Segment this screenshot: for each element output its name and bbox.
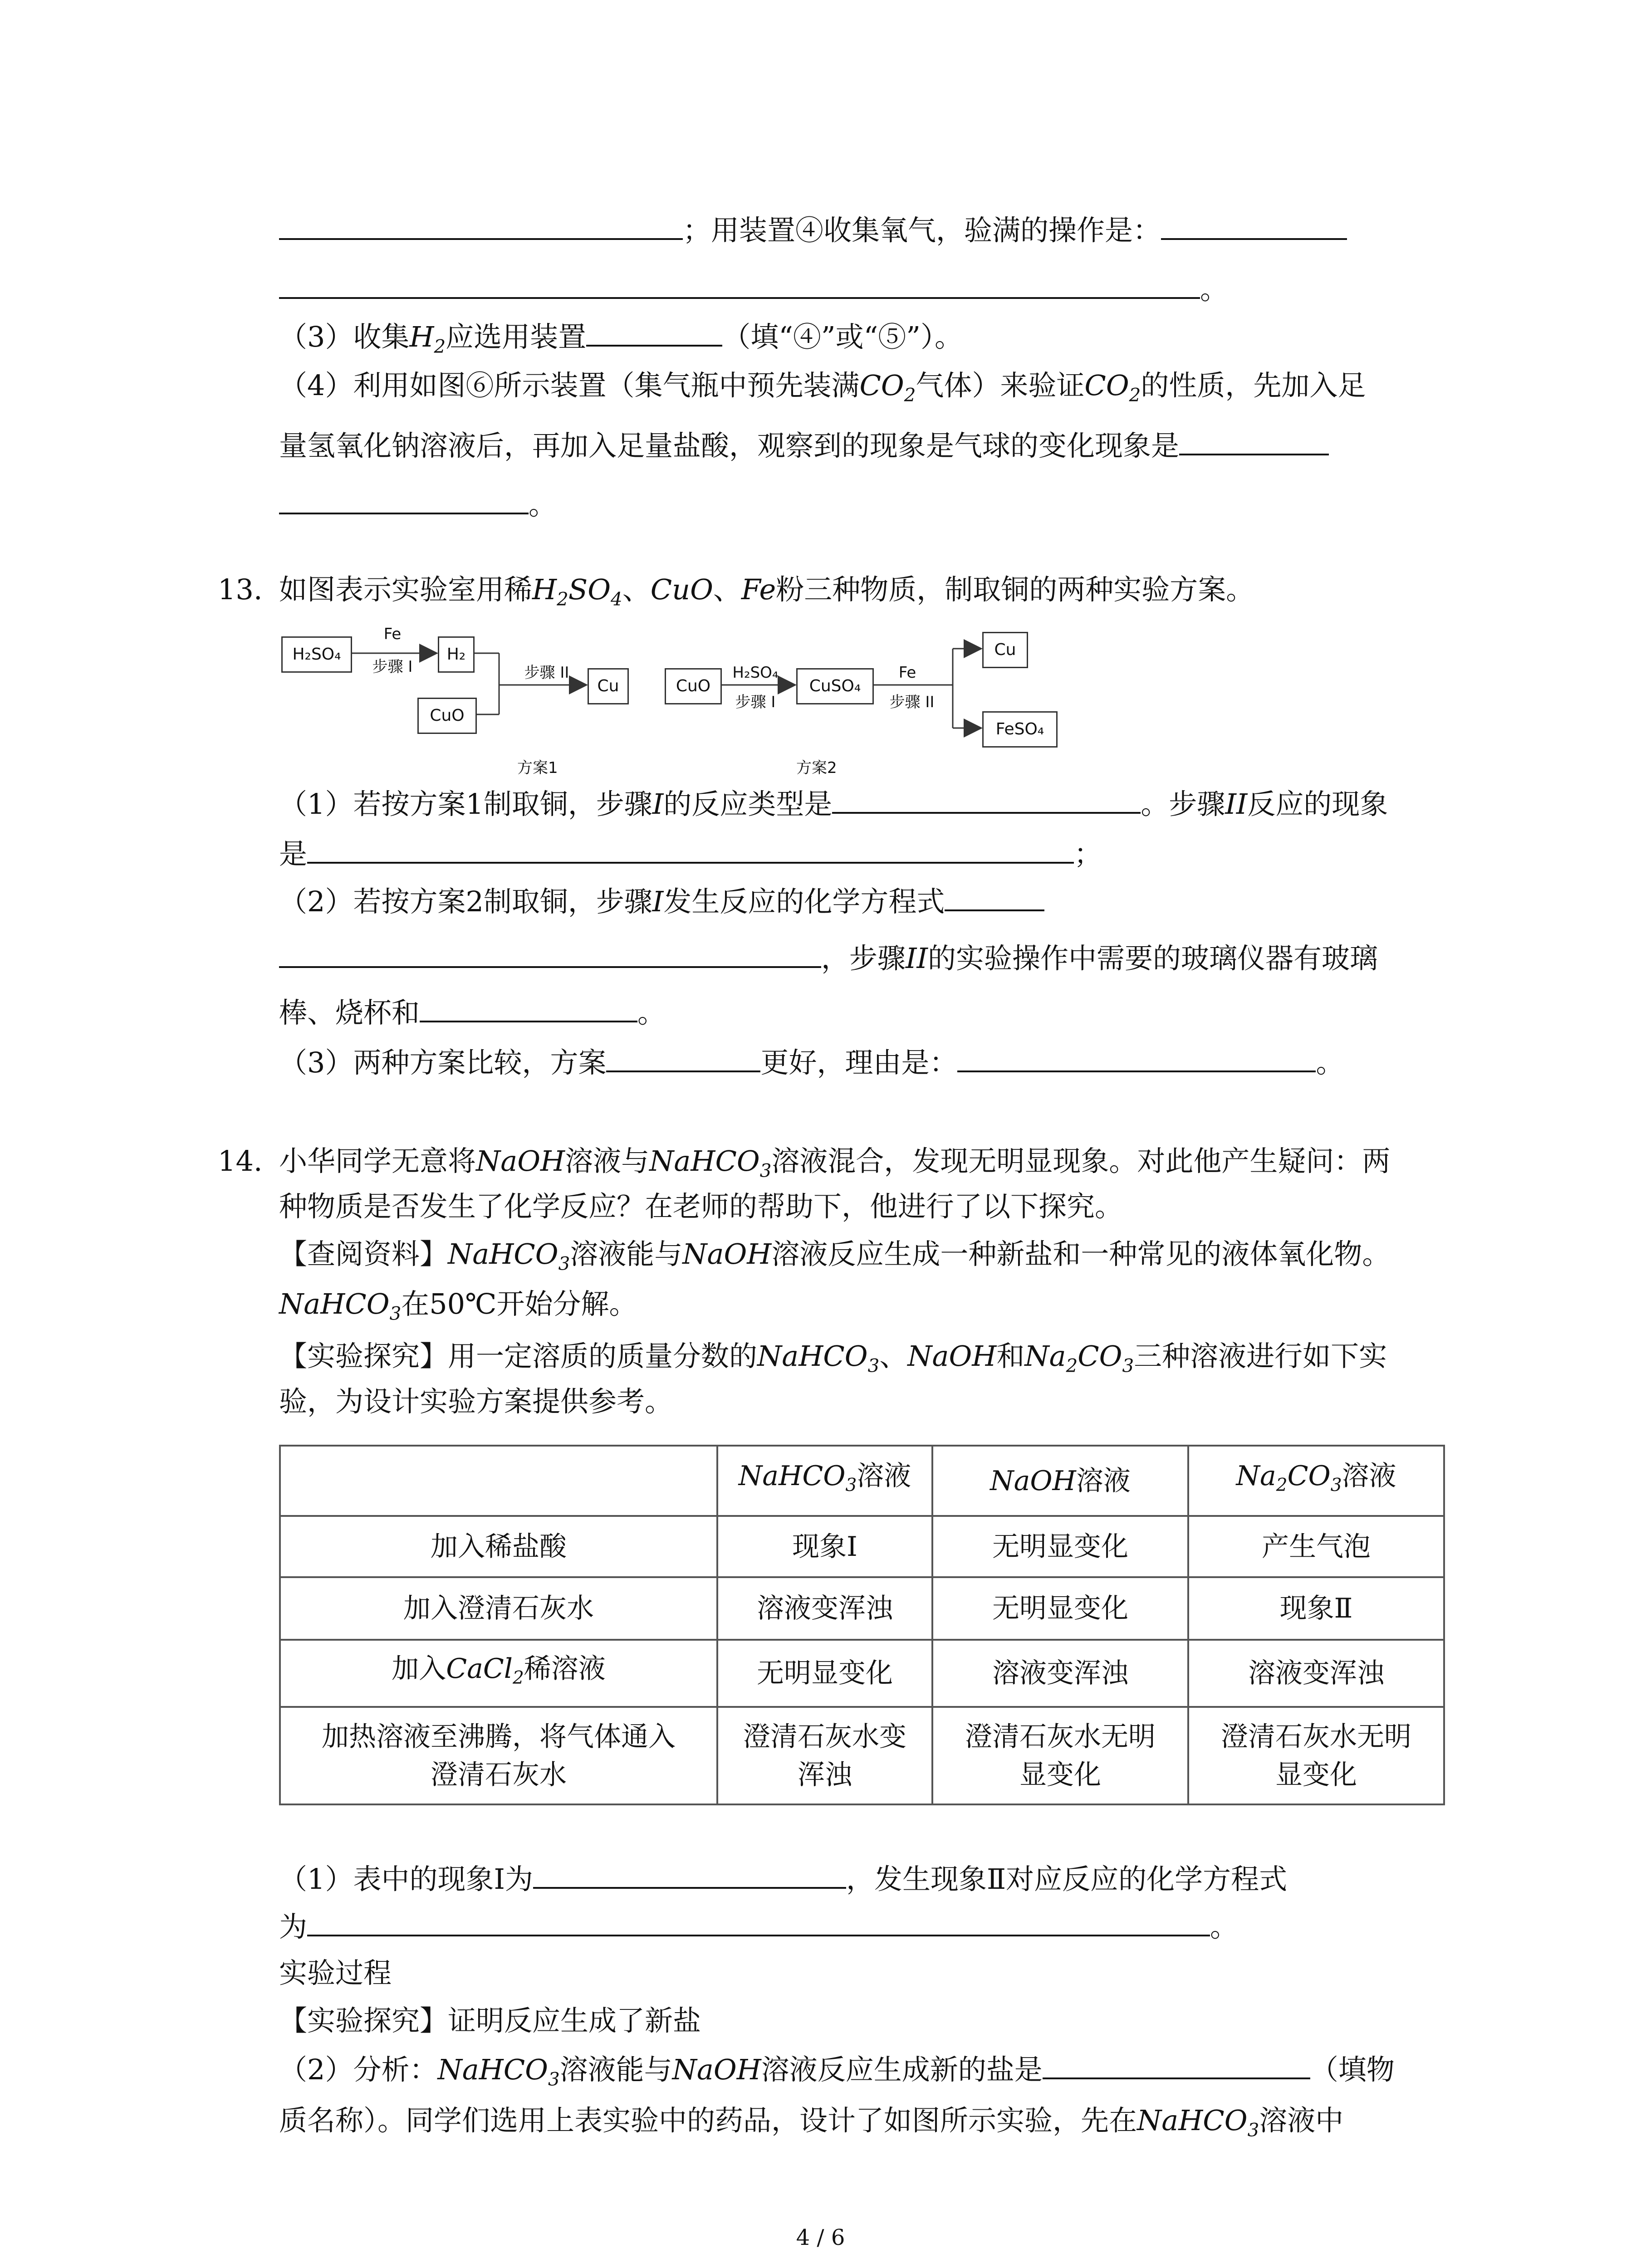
q13-part1-line2: 是 ；: [279, 830, 1102, 877]
q14-part1: （1）表中的现象Ⅰ为 ，发生现象Ⅱ对应反应的化学方程式: [279, 1855, 1287, 1902]
table-cell: 产生气泡: [1188, 1516, 1444, 1577]
table-cell: 现象Ⅰ: [717, 1516, 932, 1577]
table-cell: 溶液变浑浊: [1188, 1640, 1444, 1707]
arrow-label: 步骤 I: [735, 693, 776, 711]
q12-part4-line3: 。: [279, 481, 557, 528]
table-header-empty: [280, 1446, 717, 1516]
answer-blank[interactable]: [533, 1855, 846, 1889]
table-cell: 加入CaCl$_2$稀溶液: [280, 1640, 717, 1707]
q12-part4-line2: 量氢氧化钠溶液后，再加入足量盐酸，观察到的现象是气球的变化现象是: [279, 422, 1329, 469]
table-row: [280, 1707, 1444, 1804]
table-row: [280, 1640, 1444, 1707]
q14-info2: NaHCO$_3$在50℃开始分解。: [279, 1287, 637, 1325]
answer-blank[interactable]: [1179, 422, 1329, 455]
q14-exp-title: 【实验探究】证明反应生成了新盐: [279, 2004, 701, 2037]
answer-blank[interactable]: [307, 830, 1074, 864]
cuo-box: CuO: [417, 698, 477, 734]
arrow-label: 步骤 II: [524, 664, 569, 682]
q14-exp2: 验，为设计实验方案提供参考。: [279, 1385, 673, 1418]
answer-blank[interactable]: [279, 934, 821, 968]
arrow-label: 步骤 II: [889, 693, 935, 711]
answer-blank[interactable]: [586, 313, 722, 347]
experiment-table: [279, 1445, 1445, 1805]
table-header: $Na_2CO_3$溶液: [1188, 1446, 1444, 1516]
q14-exp: 【实验探究】用一定溶质的质量分数的NaHCO$_3$、NaOH和$Na_2CO_3$三种溶液进行如下实: [279, 1339, 1387, 1377]
cu-box: Cu: [982, 632, 1028, 668]
table-cell: 溶液变浑浊: [717, 1577, 932, 1640]
answer-blank[interactable]: [420, 989, 637, 1022]
answer-blank[interactable]: [1161, 206, 1347, 240]
q14-part2-line2: 质名称）。同学们选用上表实验中的药品，设计了如图所示实验，先在NaHCO$_3$溶液中: [279, 2104, 1344, 2141]
arrow-label: Fe: [383, 625, 402, 643]
q12-part4: （4）利用如图⑥所示装置（集气瓶中预先装满$CO_2$气体）来验证$CO_2$的性质，先加入足: [279, 369, 1366, 406]
plan-caption: 方案1: [517, 759, 558, 777]
table-header: NaOH溶液: [932, 1446, 1188, 1516]
arrow-label: 步骤 I: [372, 658, 413, 676]
answer-blank[interactable]: [957, 1039, 1316, 1072]
q14-info: 【查阅资料】NaHCO$_3$溶液能与NaOH溶液反应生成一种新盐和一种常见的液体氧化物。: [279, 1237, 1391, 1275]
table-cell: 无明显变化: [932, 1577, 1188, 1640]
answer-blank[interactable]: [279, 265, 1200, 299]
table-cell: 澄清石灰水无明 显变化: [932, 1707, 1188, 1804]
table-cell: 无明显变化: [717, 1640, 932, 1707]
table-cell: 加热溶液至沸腾，将气体通入 澄清石灰水: [280, 1707, 717, 1804]
table-cell: 澄清石灰水变 浑浊: [717, 1707, 932, 1804]
question-number: 14.: [218, 1144, 263, 1178]
question-number: 13.: [218, 573, 263, 606]
table-cell: 加入稀盐酸: [280, 1516, 717, 1577]
q14-stem2: 种物质是否发生了化学反应？在老师的帮助下，他进行了以下探究。: [279, 1190, 1123, 1223]
q14-part1-line2: 为 。: [279, 1903, 1238, 1950]
arrow-label: H₂SO₄: [732, 664, 779, 682]
q14-process: 实验过程: [279, 1956, 392, 1989]
q14-part2: （2）分析：NaHCO$_3$溶液能与NaOH溶液反应生成新的盐是 （填物: [279, 2046, 1395, 2102]
q13-part2-line3: 棒、烧杯和 。: [279, 989, 666, 1036]
q13-stem: 如图表示实验室用稀$H_2SO_4$、CuO、Fe粉三种物质，制取铜的两种实验方案。: [279, 573, 1254, 610]
page-number: 4 / 6: [796, 2225, 845, 2250]
copper-preparation-diagram: [281, 626, 1075, 780]
plan-caption: 方案2: [796, 759, 837, 777]
q13-part2: （2）若按方案2制取铜，步骤I发生反应的化学方程式: [279, 878, 1044, 924]
q14-stem1: 小华同学无意将NaOH溶液与NaHCO$_3$溶液混合，发现无明显现象。对此他产生疑问：两: [279, 1144, 1391, 1182]
table-cell: 现象Ⅱ: [1188, 1577, 1444, 1640]
answer-blank[interactable]: [307, 1903, 1210, 1936]
answer-blank[interactable]: [832, 780, 1141, 814]
h2so4-box: H₂SO₄: [281, 636, 352, 673]
cu-box: Cu: [588, 668, 629, 704]
table-cell: 溶液变浑浊: [932, 1640, 1188, 1707]
table-row: [280, 1516, 1444, 1577]
table-row: [280, 1577, 1444, 1640]
q12-line1: ；用装置④收集氧气，验满的操作是：: [279, 206, 1347, 253]
table-header: NaHCO$_3$溶液: [717, 1446, 932, 1516]
q12-part3: （3）收集$H_2$应选用装置 （填“④”或“⑤”）。: [279, 313, 963, 369]
q13-part1: （1）若按方案1制取铜，步骤I的反应类型是 。步骤II反应的现象: [279, 780, 1388, 827]
table-cell: 澄清石灰水无明 显变化: [1188, 1707, 1444, 1804]
q13-part3: （3）两种方案比较，方案 更好，理由是： 。: [279, 1039, 1344, 1085]
table-cell: 加入澄清石灰水: [280, 1577, 717, 1640]
answer-blank[interactable]: [945, 878, 1044, 911]
table-cell: 无明显变化: [932, 1516, 1188, 1577]
arrow-label: Fe: [898, 664, 916, 682]
cuo-box: CuO: [665, 668, 722, 704]
h2-box: H₂: [438, 636, 475, 673]
answer-blank[interactable]: [279, 481, 529, 514]
cuso4-box: CuSO₄: [796, 668, 874, 704]
q12-line2: 。: [279, 265, 1228, 312]
answer-blank[interactable]: [606, 1039, 760, 1072]
answer-blank[interactable]: [1043, 2046, 1310, 2079]
q13-part2-line2: ，步骤II的实验操作中需要的玻璃仪器有玻璃: [279, 934, 1378, 981]
answer-blank[interactable]: [279, 206, 683, 240]
feso4-box: FeSO₄: [982, 711, 1058, 748]
